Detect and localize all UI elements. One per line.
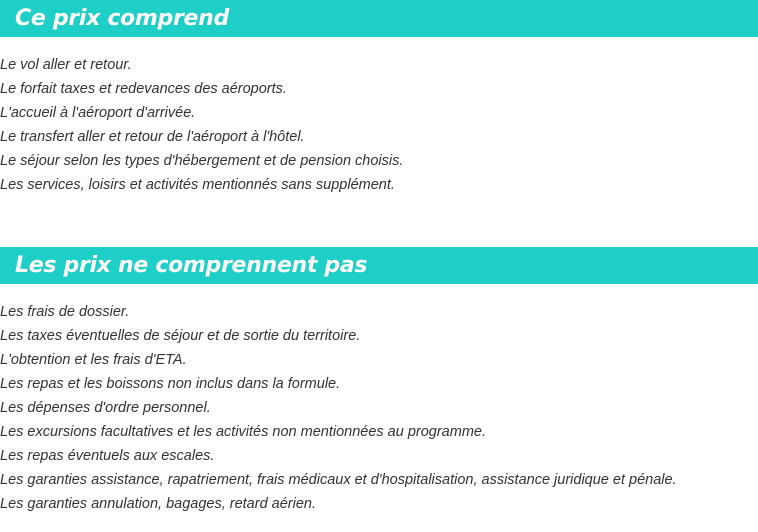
included-list xyxy=(0,53,403,197)
list-item: Les repas éventuels aux escales. xyxy=(0,448,215,464)
list-item: Le séjour selon les types d'hébergement et de pension choisis. xyxy=(0,153,404,169)
list-item: Les frais de dossier. xyxy=(0,304,130,320)
list-item: Les garanties annulation, bagages, retard aérien. xyxy=(0,496,316,512)
list-item: L'obtention et les frais d'ETA. xyxy=(0,352,187,368)
list-item: Les taxes éventuelles de séjour et de sortie du territoire. xyxy=(0,328,361,344)
list-item: Les repas et les boissons non inclus dans la formule. xyxy=(0,376,341,392)
list-item: Le transfert aller et retour de l'aéroport à l'hôtel. xyxy=(0,129,305,145)
list-item: Les garanties assistance, rapatriement, frais médicaux et d'hospitalisation, assistance juridique et pénale. xyxy=(0,472,677,488)
list-item: L'accueil à l'aéroport d'arrivée. xyxy=(0,105,196,121)
excluded-section-title: Les prix ne comprennent pas xyxy=(0,247,758,284)
included-section-title: Ce prix comprend xyxy=(0,0,758,37)
list-item: Le vol aller et retour. xyxy=(0,57,132,73)
list-item: Les dépenses d'ordre personnel. xyxy=(0,400,211,416)
list-item: Le forfait taxes et redevances des aéroports. xyxy=(0,81,287,97)
list-item: Les excursions facultatives et les activités non mentionnées au programme. xyxy=(0,424,486,440)
excluded-list xyxy=(0,300,677,516)
list-item: Les services, loisirs et activités mentionnés sans supplément. xyxy=(0,177,395,193)
